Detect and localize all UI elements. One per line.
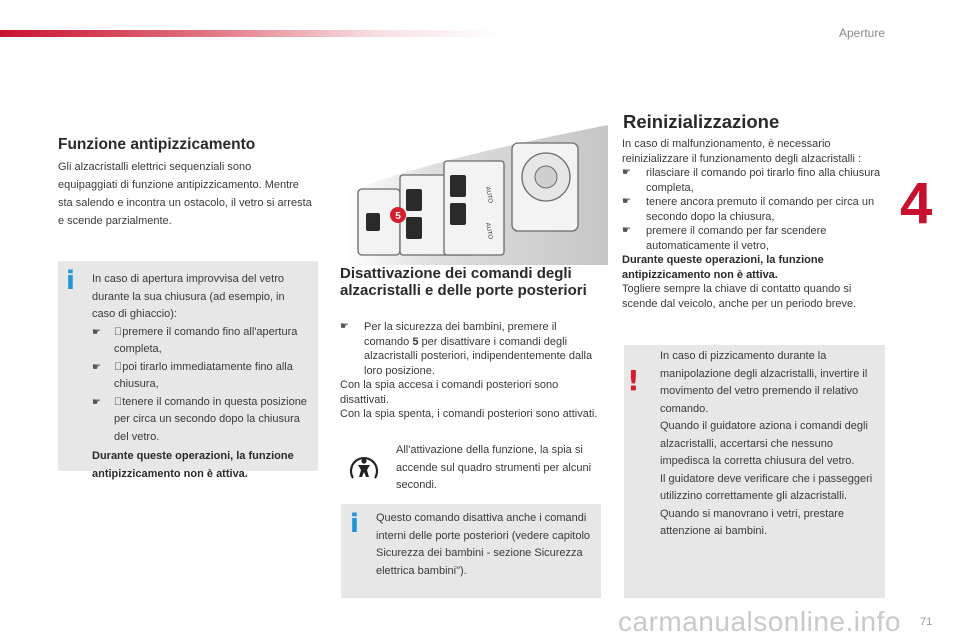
chapter-number: 4 [900,171,933,236]
window-switch-icon [406,189,422,211]
auto-label: AUTO [484,222,493,240]
bullet-arrow-icon: ☛ [340,321,349,332]
child-lock-warning-light-icon [347,452,381,482]
warning-paragraph: Quando si manovrano i vetri, prestare attenzione ai bambini. [660,507,845,537]
warning-icon: ! [627,364,640,397]
reinit-bullet: ☛ tenere ancora premuto il comando per circa un secondo dopo la chiusura, [622,196,875,223]
warning-paragraph: Il guidatore deve verificare che i passeggeri utilizzino correttamente gli alzacristalli. [660,472,873,502]
info-box-bullet: ☛ tenere il comando in questa posizione per circa un secondo dopo la chiusura del vetro. [92,395,307,443]
page-number: 71 [920,616,933,628]
reinit-bullet: ☛ premere il comando per far scendere automaticamente il vetro, [622,225,827,252]
auto-label: AUTO [484,186,493,204]
disable-rear-info-box [341,504,601,598]
window-switch-panel-illustration [344,125,608,265]
info-icon: i [66,266,75,296]
reinit-after: Togliere sempre la chiave di contatto quando si scende dal veicolo, anche per un periodo breve. [622,283,857,310]
window-switch-icon [450,175,466,197]
section-label: Aperture [838,26,885,40]
child-lock-icon [366,213,380,231]
led-note: All'attivazione della funzione, la spia si accende sul quadro strumenti per alcuni secondi. [396,444,592,491]
header-color-band [0,30,500,37]
disable-rear-title: Disattivazione dei comandi degli alzacristalli e delle porte posteriori [340,265,587,299]
bullet-arrow-icon: ☛ [622,196,631,207]
reinit-intro: In caso di malfunzionamento, è necessario reinizializzare il funzionamento degli alzacristalli : [622,138,862,165]
warning-paragraph: In caso di pizzicamento durante la manipolazione degli alzacristalli, invertire il movimento del vetro premendo il relativo comando. [660,350,868,415]
info-box-intro: In caso di apertura improvvisa del vetro durante la sua chiusura (ad esempio, in caso di ghiaccio): [92,273,285,320]
reinit-title: Reinizializzazione [623,111,780,132]
reinit-note: Durante queste operazioni, la funzione antipizzicamento non è attiva. [622,254,824,281]
window-switch-icon [406,217,422,239]
bullet-arrow-icon: ☛ [622,225,631,236]
anti-pinch-info-box [58,261,318,480]
disable-rear-line-off: Con la spia spenta, i comandi posteriori sono attivati. [340,408,598,420]
reinit-bullet: ☛ rilasciare il comando poi tirarlo fino alla chiusura completa, [622,167,881,194]
bullet-arrow-icon: ☛ [92,361,101,373]
bullet-arrow-icon: ☛ [92,326,101,338]
window-switch-icon [450,203,466,225]
mirror-joystick-center [535,166,557,188]
info-box-bullet: ☛ poi tirarlo immediatamente fino alla chiusura, [92,360,293,390]
info-box-text: Questo comando disattiva anche i comandi interni delle porte posteriori (vedere capitolo Sicurezza dei bambini - sezione Sicurezza elettrica bambini"). [376,512,591,577]
info-icon: i [350,509,359,539]
watermark: carmanualsonline.info [618,606,901,637]
info-box-bullet: ☛ premere il comando fino all'apertura completa, [92,325,298,355]
anti-pinch-title: Funzione antipizzicamento [58,136,256,153]
disable-rear-line-on: Con la spia accesa i comandi posteriori sono disattivati. [340,379,559,406]
callout-5-number: 5 [395,211,401,222]
reinit-warning-box [624,345,885,598]
warning-paragraph: Quando il guidatore aziona i comandi degli alzacristalli, accertarsi che nessuno impedisca la corretta chiusura del vetro. [660,420,868,467]
disable-rear-body [340,320,598,422]
reinit-body [622,137,884,311]
bullet-arrow-icon: ☛ [622,167,631,178]
anti-pinch-paragraph: Gli alzacristalli elettrici sequenziali sono equipaggiati di funzione antipizzicamento. Mentre sta salendo e incontra un ostacolo, il vetro si arresta e scende parzialmente. [58,161,312,227]
bullet-arrow-icon: ☛ [92,396,101,408]
info-box-note: Durante queste operazioni, la funzione antipizzicamento non è attiva. [92,450,294,480]
disable-rear-bullet: ☛ Per la sicurezza dei bambini, premere il comando 5 per disattivare i comandi degli alzacristalli posteriori, indipendentemente dalla loro posizione. [340,321,593,377]
